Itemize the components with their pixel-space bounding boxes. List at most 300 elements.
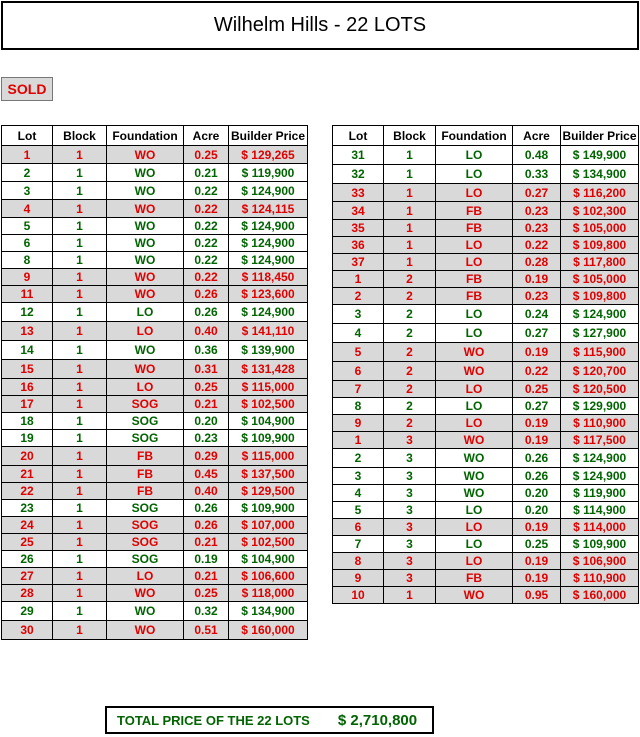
table-row [2,568,308,585]
block-cell: 1 [53,322,107,341]
table-row [2,269,308,286]
acre-cell: 0.22 [513,362,561,381]
acre-cell: 0.36 [184,341,229,360]
block-cell: 2 [384,288,436,305]
lots-table-right-body [333,146,639,604]
price-cell: $ 110,900 [561,570,639,587]
block-cell: 1 [53,379,107,396]
table-row [2,551,308,568]
block-cell: 1 [384,587,436,604]
acre-cell: 0.26 [184,517,229,534]
lot-cell: 2 [333,288,384,305]
table-row [333,468,639,485]
acre-cell: 0.21 [184,534,229,551]
foundation-cell: LO [436,553,513,570]
block-cell: 1 [53,269,107,286]
block-cell: 1 [53,500,107,517]
acre-cell: 0.27 [513,398,561,415]
table-row [333,271,639,288]
acre-cell: 0.31 [184,360,229,379]
table-row [2,146,308,164]
price-cell: $ 109,900 [561,536,639,553]
block-cell: 3 [384,519,436,536]
table-row [2,360,308,379]
lot-cell: 6 [333,519,384,536]
table-row [2,466,308,483]
lot-cell: 2 [333,449,384,468]
price-cell: $ 102,300 [561,202,639,220]
foundation-cell: SOG [107,551,184,568]
table-row [333,381,639,398]
block-cell: 1 [53,396,107,413]
table-row [2,164,308,182]
foundation-cell: WO [107,182,184,200]
acre-cell: 0.19 [513,553,561,570]
lot-cell: 8 [333,553,384,570]
block-cell: 1 [53,341,107,360]
lot-cell: 5 [333,502,384,519]
foundation-cell: WO [107,235,184,252]
table-row [333,237,639,254]
lot-cell: 1 [333,271,384,288]
block-cell: 3 [384,485,436,502]
block-cell: 1 [53,585,107,602]
block-cell: 2 [384,271,436,288]
lots-table-left-body [2,146,308,640]
foundation-cell: FB [436,202,513,220]
foundation-cell: LO [107,322,184,341]
lot-cell: 20 [2,447,53,466]
lot-cell: 7 [333,536,384,553]
price-cell: $ 106,900 [561,553,639,570]
table-row [2,341,308,360]
foundation-cell: FB [107,483,184,500]
price-cell: $ 115,000 [229,447,308,466]
lot-cell: 4 [2,200,53,218]
table-row [333,398,639,415]
lot-cell: 1 [2,146,53,164]
foundation-cell: WO [436,485,513,502]
acre-cell: 0.19 [513,415,561,432]
foundation-cell: LO [107,303,184,322]
lot-cell: 1 [333,432,384,449]
block-cell: 1 [384,202,436,220]
block-cell: 1 [384,146,436,165]
table-row [2,534,308,551]
price-cell: $ 110,900 [561,415,639,432]
table-row [2,621,308,640]
foundation-cell: WO [436,362,513,381]
acre-cell: 0.27 [513,324,561,343]
table-row [333,343,639,362]
lot-cell: 9 [333,570,384,587]
acre-cell: 0.22 [184,218,229,235]
block-cell: 1 [53,146,107,164]
lot-cell: 15 [2,360,53,379]
foundation-cell: LO [436,184,513,202]
table-row [2,602,308,621]
price-cell: $ 115,000 [229,379,308,396]
table-row [333,519,639,536]
price-cell: $ 118,450 [229,269,308,286]
acre-cell: 0.19 [184,551,229,568]
price-cell: $ 109,900 [229,500,308,517]
lot-cell: 2 [2,164,53,182]
foundation-cell: LO [436,305,513,324]
lot-cell: 32 [333,165,384,184]
block-cell: 1 [53,252,107,269]
table-row [333,165,639,184]
acre-cell: 0.45 [184,466,229,483]
foundation-cell: LO [436,324,513,343]
foundation-cell: WO [107,621,184,640]
price-cell: $ 124,900 [229,235,308,252]
table-row [333,146,639,165]
acre-cell: 0.23 [184,430,229,447]
table-row [333,324,639,343]
lot-cell: 36 [333,237,384,254]
acre-cell: 0.22 [184,269,229,286]
table-row [2,182,308,200]
price-cell: $ 120,700 [561,362,639,381]
lot-cell: 21 [2,466,53,483]
header-foundation: Foundation [436,126,513,146]
acre-cell: 0.26 [513,449,561,468]
block-cell: 3 [384,468,436,485]
block-cell: 1 [53,621,107,640]
lot-cell: 35 [333,220,384,237]
table-row [333,220,639,237]
block-cell: 3 [384,553,436,570]
block-cell: 1 [53,483,107,500]
block-cell: 1 [53,568,107,585]
block-cell: 1 [53,164,107,182]
lot-cell: 8 [2,252,53,269]
foundation-cell: WO [436,449,513,468]
foundation-cell: WO [436,587,513,604]
table-row [2,413,308,430]
header-acre: Acre [513,126,561,146]
block-cell: 1 [384,184,436,202]
lot-cell: 10 [333,587,384,604]
acre-cell: 0.27 [513,184,561,202]
header-builder-price: Builder Price [229,126,308,146]
sold-legend-badge: SOLD [1,77,53,101]
block-cell: 3 [384,570,436,587]
table-row [333,449,639,468]
lot-cell: 23 [2,500,53,517]
block-cell: 1 [53,447,107,466]
block-cell: 1 [53,182,107,200]
price-cell: $ 119,900 [561,485,639,502]
table-row [2,483,308,500]
foundation-cell: WO [107,341,184,360]
foundation-cell: FB [107,466,184,483]
acre-cell: 0.28 [513,254,561,271]
price-cell: $ 129,900 [561,398,639,415]
lot-cell: 24 [2,517,53,534]
acre-cell: 0.25 [184,146,229,164]
lot-cell: 13 [2,322,53,341]
foundation-cell: SOG [107,413,184,430]
lot-cell: 29 [2,602,53,621]
foundation-cell: SOG [107,396,184,413]
lot-cell: 11 [2,286,53,303]
price-cell: $ 134,900 [229,602,308,621]
acre-cell: 0.22 [184,252,229,269]
lot-cell: 4 [333,485,384,502]
table-row [333,288,639,305]
acre-cell: 0.22 [184,200,229,218]
block-cell: 2 [384,324,436,343]
header-builder-price: Builder Price [561,126,639,146]
header-block: Block [384,126,436,146]
table-row [2,235,308,252]
price-cell: $ 116,200 [561,184,639,202]
foundation-cell: FB [436,570,513,587]
acre-cell: 0.25 [513,536,561,553]
table-row [333,305,639,324]
acre-cell: 0.40 [184,483,229,500]
lot-cell: 33 [333,184,384,202]
lot-cell: 6 [333,362,384,381]
block-cell: 2 [384,398,436,415]
table-row [2,396,308,413]
lot-cell: 17 [2,396,53,413]
price-cell: $ 102,500 [229,396,308,413]
price-cell: $ 119,900 [229,164,308,182]
acre-cell: 0.40 [184,322,229,341]
header-block: Block [53,126,107,146]
price-cell: $ 124,900 [561,468,639,485]
lot-cell: 26 [2,551,53,568]
foundation-cell: SOG [107,500,184,517]
acre-cell: 0.22 [513,237,561,254]
table-row [333,184,639,202]
price-cell: $ 124,900 [229,218,308,235]
price-cell: $ 124,900 [229,182,308,200]
block-cell: 2 [384,362,436,381]
price-cell: $ 118,000 [229,585,308,602]
block-cell: 3 [384,432,436,449]
header-acre: Acre [184,126,229,146]
acre-cell: 0.20 [513,502,561,519]
price-cell: $ 137,500 [229,466,308,483]
acre-cell: 0.20 [513,485,561,502]
price-cell: $ 117,800 [561,254,639,271]
header-lot: Lot [2,126,53,146]
block-cell: 1 [53,303,107,322]
price-cell: $ 160,000 [561,587,639,604]
table-row [2,517,308,534]
foundation-cell: LO [107,379,184,396]
table-row [2,286,308,303]
price-cell: $ 117,500 [561,432,639,449]
block-cell: 1 [53,235,107,252]
table-row [2,200,308,218]
block-cell: 1 [384,220,436,237]
foundation-cell: WO [107,585,184,602]
foundation-cell: LO [436,381,513,398]
page-title: Wilhelm Hills - 22 LOTS [1,1,639,50]
table-row [2,430,308,447]
foundation-cell: SOG [107,517,184,534]
price-cell: $ 109,800 [561,288,639,305]
foundation-cell: WO [107,360,184,379]
price-cell: $ 127,900 [561,324,639,343]
foundation-cell: LO [436,398,513,415]
table-row [2,252,308,269]
acre-cell: 0.23 [513,220,561,237]
block-cell: 1 [53,218,107,235]
price-cell: $ 105,000 [561,220,639,237]
table-row [333,536,639,553]
acre-cell: 0.29 [184,447,229,466]
lot-cell: 8 [333,398,384,415]
table-row [2,585,308,602]
acre-cell: 0.19 [513,570,561,587]
foundation-cell: LO [436,146,513,165]
block-cell: 3 [384,536,436,553]
block-cell: 2 [384,305,436,324]
block-cell: 1 [53,360,107,379]
acre-cell: 0.23 [513,288,561,305]
lot-cell: 3 [2,182,53,200]
acre-cell: 0.26 [184,500,229,517]
acre-cell: 0.19 [513,343,561,362]
acre-cell: 0.19 [513,432,561,449]
foundation-cell: WO [107,286,184,303]
price-cell: $ 114,900 [561,502,639,519]
price-cell: $ 102,500 [229,534,308,551]
acre-cell: 0.23 [513,202,561,220]
block-cell: 3 [384,502,436,519]
foundation-cell: LO [436,237,513,254]
foundation-cell: WO [436,432,513,449]
table-row [333,202,639,220]
price-cell: $ 124,900 [229,252,308,269]
foundation-cell: WO [436,468,513,485]
acre-cell: 0.21 [184,568,229,585]
lot-cell: 22 [2,483,53,500]
price-cell: $ 134,900 [561,165,639,184]
table-header-row [2,126,308,146]
foundation-cell: FB [107,447,184,466]
lot-cell: 6 [2,235,53,252]
lot-cell: 30 [2,621,53,640]
table-row [2,218,308,235]
acre-cell: 0.25 [184,585,229,602]
foundation-cell: WO [107,602,184,621]
block-cell: 1 [53,602,107,621]
block-cell: 1 [53,430,107,447]
lot-cell: 27 [2,568,53,585]
foundation-cell: LO [436,254,513,271]
price-cell: $ 104,900 [229,413,308,430]
block-cell: 1 [53,200,107,218]
acre-cell: 0.21 [184,164,229,182]
table-row [333,432,639,449]
lot-cell: 7 [333,381,384,398]
price-cell: $ 106,600 [229,568,308,585]
price-cell: $ 124,900 [561,449,639,468]
lot-cell: 5 [333,343,384,362]
price-cell: $ 139,900 [229,341,308,360]
price-cell: $ 141,110 [229,322,308,341]
acre-cell: 0.22 [184,235,229,252]
acre-cell: 0.22 [184,182,229,200]
lot-cell: 19 [2,430,53,447]
acre-cell: 0.26 [513,468,561,485]
foundation-cell: LO [436,502,513,519]
lots-table-right [332,125,639,604]
acre-cell: 0.24 [513,305,561,324]
price-cell: $ 120,500 [561,381,639,398]
price-cell: $ 160,000 [229,621,308,640]
foundation-cell: WO [107,200,184,218]
block-cell: 1 [53,534,107,551]
foundation-cell: WO [107,164,184,182]
acre-cell: 0.25 [513,381,561,398]
table-row [2,303,308,322]
foundation-cell: LO [436,165,513,184]
lot-cell: 18 [2,413,53,430]
foundation-cell: SOG [107,430,184,447]
foundation-cell: LO [436,536,513,553]
price-cell: $ 109,800 [561,237,639,254]
block-cell: 1 [384,254,436,271]
block-cell: 1 [384,237,436,254]
foundation-cell: WO [107,146,184,164]
price-cell: $ 129,500 [229,483,308,500]
foundation-cell: FB [436,220,513,237]
foundation-cell: WO [436,343,513,362]
foundation-cell: WO [107,269,184,286]
price-cell: $ 105,000 [561,271,639,288]
table-row [333,587,639,604]
lot-cell: 37 [333,254,384,271]
price-cell: $ 124,900 [229,303,308,322]
block-cell: 1 [53,286,107,303]
block-cell: 2 [384,343,436,362]
price-cell: $ 109,900 [229,430,308,447]
lot-cell: 12 [2,303,53,322]
lot-cell: 9 [2,269,53,286]
lot-cell: 34 [333,202,384,220]
block-cell: 1 [53,413,107,430]
lot-cell: 16 [2,379,53,396]
total-price-label: TOTAL PRICE OF THE 22 LOTS [117,712,310,728]
table-row [333,570,639,587]
lot-cell: 28 [2,585,53,602]
block-cell: 1 [53,466,107,483]
acre-cell: 0.32 [184,602,229,621]
table-header-row [333,126,639,146]
foundation-cell: WO [107,252,184,269]
foundation-cell: WO [107,218,184,235]
table-row [333,415,639,432]
price-cell: $ 124,115 [229,200,308,218]
foundation-cell: LO [436,519,513,536]
acre-cell: 0.26 [184,303,229,322]
block-cell: 2 [384,381,436,398]
lot-cell: 5 [2,218,53,235]
table-row [333,502,639,519]
foundation-cell: FB [436,288,513,305]
price-cell: $ 131,428 [229,360,308,379]
table-row [333,254,639,271]
table-row [2,379,308,396]
